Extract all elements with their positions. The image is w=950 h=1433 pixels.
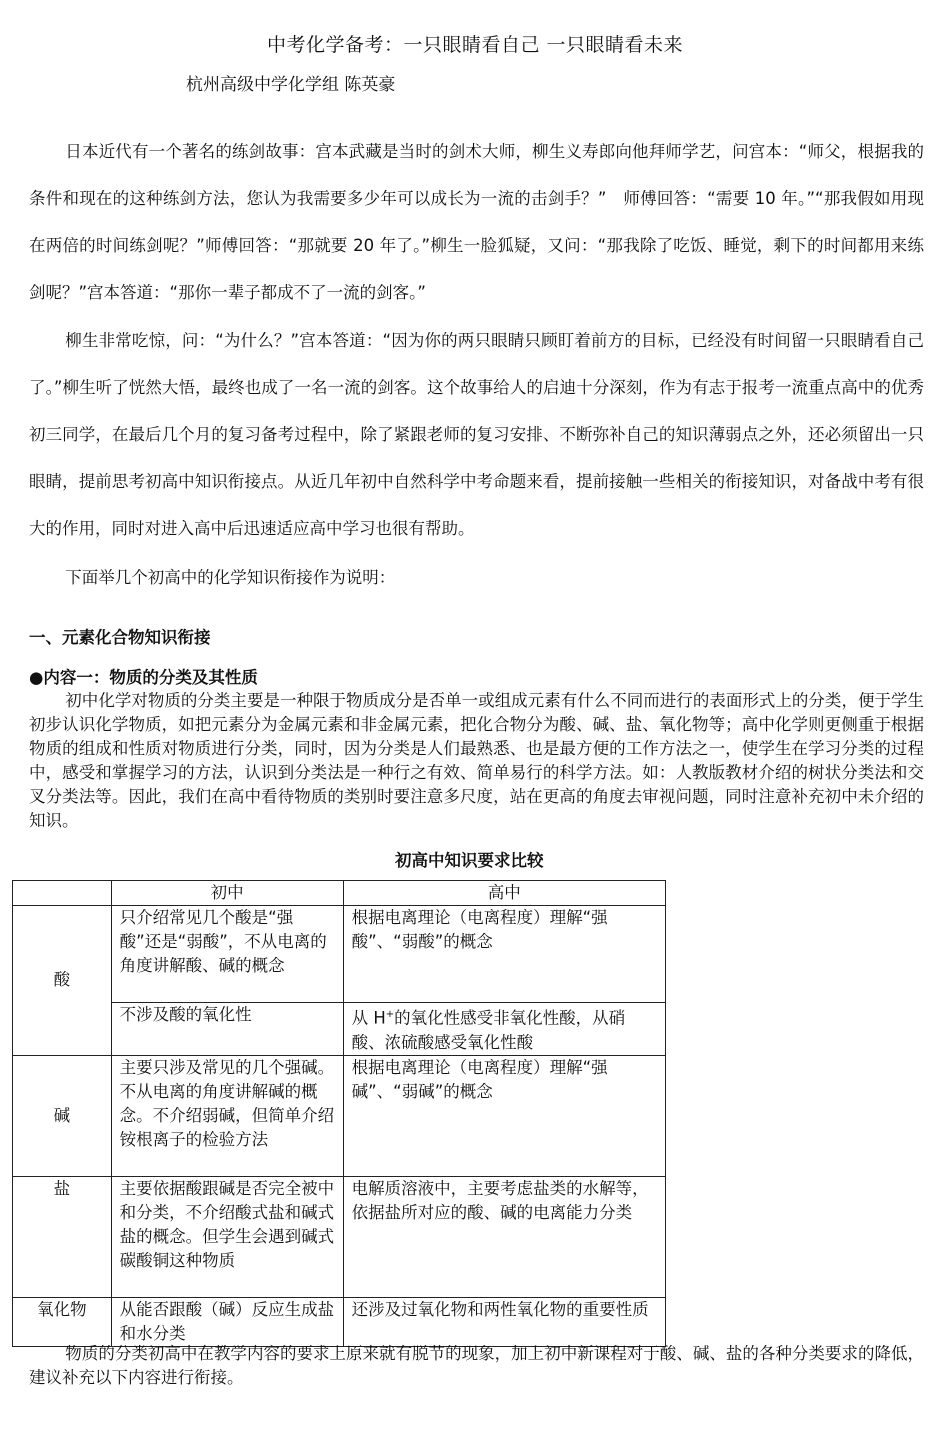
comparison-table (12, 880, 666, 1347)
row-label-salt: 盐 (13, 1176, 112, 1297)
h-plus-superscript: + (385, 1009, 395, 1020)
table-row (13, 1176, 666, 1297)
section-heading: 一、元素化合物知识衔接 (29, 628, 211, 647)
header-cell-junior: 初中 (111, 881, 343, 906)
header-cell-blank (13, 881, 112, 906)
cell-base-senior: 根据电离理论（电离程度）理解“强碱”、“弱碱”的概念 (343, 1055, 665, 1176)
cell-oxide-senior: 还涉及过氧化物和两性氧化物的重要性质 (343, 1297, 665, 1346)
header-cell-senior: 高中 (343, 881, 665, 906)
cell-oxide-junior: 从能否跟酸（碱）反应生成盐和水分类 (111, 1297, 343, 1346)
closing-paragraph: 物质的分类初高中在教学内容的要求上原来就有脱节的现象，加上初中新课程对于酸、碱、盐的各种分类要求的降低，建议补充以下内容进行衔接。 (29, 1344, 924, 1387)
page-title: 中考化学备考：一只眼睛看自己 一只眼睛看未来 (266, 34, 684, 56)
row-label-acid: 酸 (13, 906, 112, 1056)
section-body: 初中化学对物质的分类主要是一种限于物质成分是否单一或组成元素有什么不同而进行的表面形式上的分类，便于学生初步认识化学物质，如把元素分为金属元素和非金属元素，把化合物分为酸、碱、盐、氧化物等；高中化学则更侧重于根据物质的组成和性质对物质进行分类，同时，因为分类是人们最熟悉、也是最方便的工作方法之一，使学生在学习分类的过程中，感受和掌握学习的方法，认识到分类法是一种行之有效、简单易行的科学方法。如：人教版教材介绍的树状分类法和交叉分类法等。因此，我们在高中看待物质的类别时要注意多尺度，站在更高的角度去审视问题，同时注意补充初中未介绍的知识。 (29, 691, 924, 830)
cell-acid-junior-1: 只介绍常见几个酸是“强酸”还是“弱酸”，不从电离的角度讲解酸、碱的概念 (111, 906, 343, 1003)
cell-salt-junior: 主要依据酸跟碱是否完全被中和分类，不介绍酸式盐和碱式盐的概念。但学生会遇到碱式碳酸铜这种物质 (111, 1176, 343, 1297)
table-caption: 初高中知识要求比较 (395, 851, 544, 870)
table-row (13, 1055, 666, 1176)
sub-heading: ●内容一：物质的分类及其性质 (29, 668, 258, 687)
row-label-oxide: 氧化物 (13, 1297, 112, 1346)
cell-acid-senior-2-a: 从 H (351, 1008, 386, 1028)
cell-acid-senior-2-b: 的氧化性感受非氧化性酸，从硝酸、浓硫酸感受氧化性酸 (351, 1008, 626, 1052)
intro-paragraph-2: 柳生非常吃惊，问：“为什么？”宫本答道：“因为你的两只眼睛只顾盯着前方的目标，已经没有时间留一只眼睛看自己了。”柳生听了恍然大悟，最终也成了一名一流的剑客。这个故事给人的启迪十分深刻，作为有志于报考一流重点高中的优秀初三同学，在最后几个月的复习备考过程中，除了紧跟老师的复习安排、不断弥补自己的知识薄弱点之外，还必须留出一只眼睛，提前思考初高中知识衔接点。从近几年初中自然科学中考命题来看，提前接触一些相关的衔接知识，对备战中考有很大的作用，同时对进入高中后迅速适应高中学习也很有帮助。 (29, 331, 924, 538)
table-row (13, 1003, 666, 1056)
author-line: 杭州高级中学化学组 陈英豪 (186, 75, 396, 95)
cell-acid-senior-1: 根据电离理论（电离程度）理解“强酸”、“弱酸”的概念 (343, 906, 665, 1003)
table-row (13, 906, 666, 1003)
table-row (13, 1297, 666, 1346)
cell-acid-senior-2 (343, 1003, 665, 1056)
cell-salt-senior: 电解质溶液中，主要考虑盐类的水解等，依据盐所对应的酸、碱的电离能力分类 (343, 1176, 665, 1297)
table-header-row (13, 881, 666, 906)
row-label-base: 碱 (13, 1055, 112, 1176)
cell-acid-junior-2: 不涉及酸的氧化性 (111, 1003, 343, 1056)
cell-base-junior: 主要只涉及常见的几个强碱。不从电离的角度讲解碱的概念。不介绍弱碱，但简单介绍铵根离子的检验方法 (111, 1055, 343, 1176)
intro-paragraph-3: 下面举几个初高中的化学知识衔接作为说明： (65, 568, 396, 587)
intro-paragraph-1: 日本近代有一个著名的练剑故事：宫本武藏是当时的剑术大师，柳生义寿郎向他拜师学艺，问宫本：“师父，根据我的条件和现在的这种练剑方法，您认为我需要多少年可以成长为一流的击剑手？” 师傅回答：“需要 10 年。”“那我假如用现在两倍的时间练剑呢？”师傅回答：“那就要 20 年了。”柳生一脸狐疑，又问：“那我除了吃饭、睡觉，剩下的时间都用来练剑呢？”宫本答道：“那你一辈子都成不了一流的剑客。” (29, 142, 924, 302)
